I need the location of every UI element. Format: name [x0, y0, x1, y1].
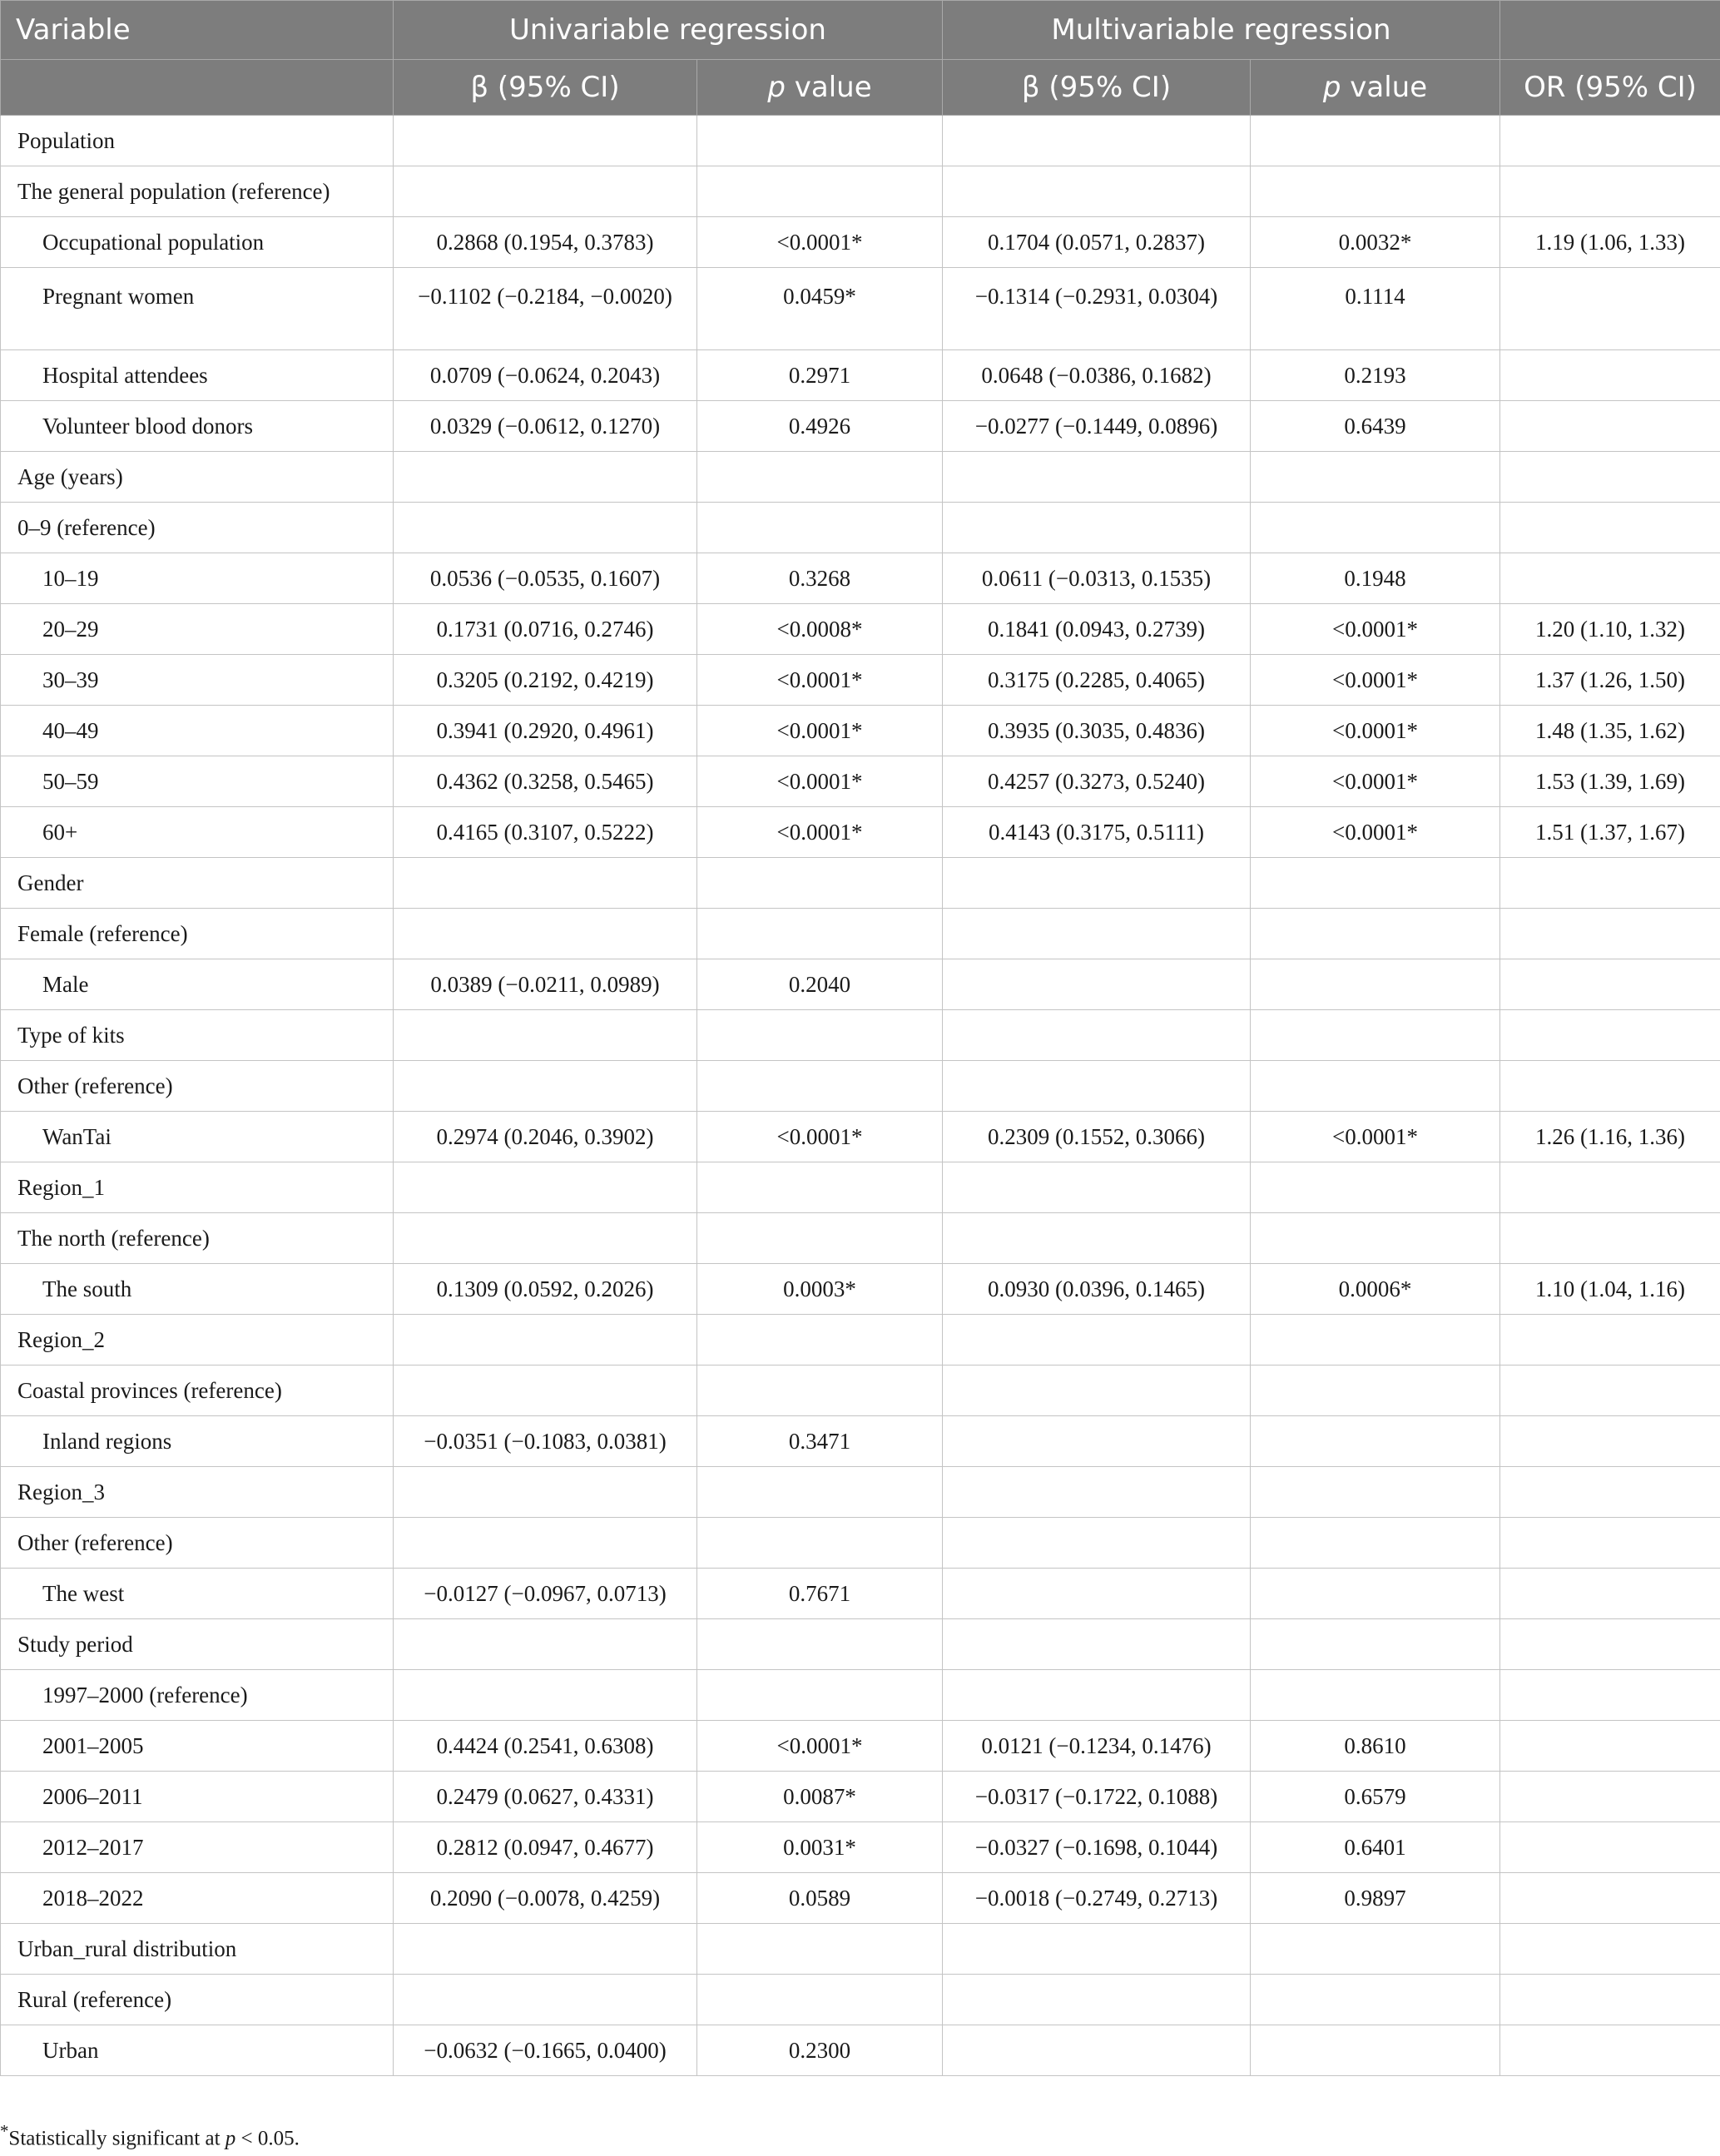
cell-univariable-beta: −0.0127 (−0.0967, 0.0713) [394, 1569, 697, 1619]
cell-univariable-beta [394, 452, 697, 503]
table-row [1, 909, 1720, 959]
cell-multivariable-p [1251, 959, 1500, 1010]
p-italic: p [767, 71, 786, 104]
table-row [1, 858, 1720, 909]
footnote-p: p [225, 2127, 236, 2150]
cell-univariable-p [697, 909, 943, 959]
cell-variable: Occupational population [1, 217, 394, 268]
cell-multivariable-beta [943, 452, 1251, 503]
header-multivariable: Multivariable regression [943, 1, 1500, 60]
cell-multivariable-beta: 0.3935 (0.3035, 0.4836) [943, 706, 1251, 756]
cell-odds-ratio: 1.19 (1.06, 1.33) [1500, 217, 1720, 268]
cell-multivariable-p: <0.0001* [1251, 756, 1500, 807]
cell-odds-ratio [1500, 959, 1720, 1010]
cell-univariable-p: 0.2040 [697, 959, 943, 1010]
table-row [1, 1721, 1720, 1772]
cell-univariable-beta [394, 1213, 697, 1264]
cell-univariable-p [697, 1670, 943, 1721]
cell-multivariable-p [1251, 1061, 1500, 1112]
cell-multivariable-p: <0.0001* [1251, 807, 1500, 858]
cell-univariable-beta: 0.2974 (0.2046, 0.3902) [394, 1112, 697, 1162]
cell-variable: The west [1, 1569, 394, 1619]
cell-multivariable-p: 0.2193 [1251, 350, 1500, 401]
cell-multivariable-beta: −0.0277 (−0.1449, 0.0896) [943, 401, 1251, 452]
cell-odds-ratio: 1.20 (1.10, 1.32) [1500, 604, 1720, 655]
cell-univariable-beta [394, 1975, 697, 2025]
cell-univariable-beta: 0.2479 (0.0627, 0.4331) [394, 1772, 697, 1822]
cell-univariable-beta: 0.0536 (−0.0535, 0.1607) [394, 553, 697, 604]
cell-variable: The general population (reference) [1, 166, 394, 217]
table-row [1, 706, 1720, 756]
cell-variable: Urban_rural distribution [1, 1924, 394, 1975]
header-univariable-beta: β (95% CI) [394, 60, 697, 116]
cell-variable: Male [1, 959, 394, 1010]
cell-univariable-p: <0.0001* [697, 1112, 943, 1162]
cell-univariable-p: 0.3471 [697, 1416, 943, 1467]
cell-univariable-p [697, 1162, 943, 1213]
cell-multivariable-beta [943, 909, 1251, 959]
cell-odds-ratio [1500, 1010, 1720, 1061]
cell-univariable-beta: 0.2868 (0.1954, 0.3783) [394, 217, 697, 268]
cell-multivariable-p [1251, 116, 1500, 166]
cell-variable: Pregnant women [1, 268, 394, 350]
cell-multivariable-p: <0.0001* [1251, 706, 1500, 756]
table-row [1, 756, 1720, 807]
table-row [1, 1467, 1720, 1518]
cell-odds-ratio [1500, 401, 1720, 452]
cell-multivariable-beta: 0.4257 (0.3273, 0.5240) [943, 756, 1251, 807]
cell-univariable-beta: 0.1731 (0.0716, 0.2746) [394, 604, 697, 655]
header-univariable: Univariable regression [394, 1, 943, 60]
cell-univariable-beta: 0.0709 (−0.0624, 0.2043) [394, 350, 697, 401]
p-label: value [1341, 71, 1428, 104]
cell-univariable-p: <0.0001* [697, 1721, 943, 1772]
cell-variable: Region_1 [1, 1162, 394, 1213]
cell-multivariable-p [1251, 452, 1500, 503]
cell-univariable-p: 0.0031* [697, 1822, 943, 1873]
cell-multivariable-beta: −0.0327 (−0.1698, 0.1044) [943, 1822, 1251, 1873]
cell-multivariable-beta: 0.0648 (−0.0386, 0.1682) [943, 350, 1251, 401]
cell-multivariable-p: 0.8610 [1251, 1721, 1500, 1772]
table-row [1, 1264, 1720, 1315]
table-row [1, 1619, 1720, 1670]
cell-variable: Other (reference) [1, 1518, 394, 1569]
cell-odds-ratio [1500, 1772, 1720, 1822]
cell-univariable-beta: 0.4362 (0.3258, 0.5465) [394, 756, 697, 807]
cell-multivariable-beta: 0.1704 (0.0571, 0.2837) [943, 217, 1251, 268]
cell-variable: Age (years) [1, 452, 394, 503]
cell-univariable-p: <0.0001* [697, 807, 943, 858]
cell-multivariable-p [1251, 2025, 1500, 2076]
cell-multivariable-p: <0.0001* [1251, 655, 1500, 706]
cell-odds-ratio: 1.10 (1.04, 1.16) [1500, 1264, 1720, 1315]
cell-multivariable-p [1251, 1518, 1500, 1569]
header-univariable-p [697, 60, 943, 116]
table-row [1, 1569, 1720, 1619]
cell-variable: Gender [1, 858, 394, 909]
cell-multivariable-p [1251, 503, 1500, 553]
cell-multivariable-beta [943, 959, 1251, 1010]
cell-univariable-beta [394, 1924, 697, 1975]
cell-odds-ratio: 1.26 (1.16, 1.36) [1500, 1112, 1720, 1162]
table-row [1, 1822, 1720, 1873]
cell-multivariable-beta: 0.0121 (−0.1234, 0.1476) [943, 1721, 1251, 1772]
cell-univariable-beta: 0.4165 (0.3107, 0.5222) [394, 807, 697, 858]
cell-univariable-beta [394, 1467, 697, 1518]
cell-univariable-beta [394, 1518, 697, 1569]
cell-univariable-p: 0.3268 [697, 553, 943, 604]
header-multivariable-beta: β (95% CI) [943, 60, 1251, 116]
cell-multivariable-beta [943, 1010, 1251, 1061]
table-row [1, 1365, 1720, 1416]
cell-variable: 50–59 [1, 756, 394, 807]
cell-odds-ratio [1500, 1670, 1720, 1721]
cell-univariable-beta: 0.1309 (0.0592, 0.2026) [394, 1264, 697, 1315]
cell-odds-ratio [1500, 1518, 1720, 1569]
cell-odds-ratio [1500, 1721, 1720, 1772]
cell-univariable-beta [394, 1010, 697, 1061]
cell-univariable-p [697, 1924, 943, 1975]
cell-univariable-p: 0.4926 [697, 401, 943, 452]
cell-variable: Coastal provinces (reference) [1, 1365, 394, 1416]
cell-variable: Population [1, 116, 394, 166]
cell-odds-ratio [1500, 166, 1720, 217]
table-row [1, 1670, 1720, 1721]
cell-univariable-p [697, 1975, 943, 2025]
table-row [1, 1772, 1720, 1822]
cell-multivariable-beta [943, 1924, 1251, 1975]
cell-univariable-p: 0.0589 [697, 1873, 943, 1924]
cell-variable: 60+ [1, 807, 394, 858]
cell-odds-ratio [1500, 1822, 1720, 1873]
table-row [1, 268, 1720, 350]
cell-multivariable-beta [943, 1162, 1251, 1213]
cell-odds-ratio: 1.53 (1.39, 1.69) [1500, 756, 1720, 807]
cell-univariable-p [697, 858, 943, 909]
cell-variable: Volunteer blood donors [1, 401, 394, 452]
cell-multivariable-p [1251, 166, 1500, 217]
cell-variable: Other (reference) [1, 1061, 394, 1112]
footnote-threshold: < 0.05. [235, 2127, 300, 2150]
cell-odds-ratio [1500, 1416, 1720, 1467]
cell-odds-ratio [1500, 1162, 1720, 1213]
cell-univariable-p: 0.0459* [697, 268, 943, 350]
cell-variable: 2001–2005 [1, 1721, 394, 1772]
cell-multivariable-p [1251, 1975, 1500, 2025]
cell-multivariable-p: <0.0001* [1251, 1112, 1500, 1162]
header-multivariable-p [1251, 60, 1500, 116]
cell-multivariable-p [1251, 1670, 1500, 1721]
cell-odds-ratio [1500, 452, 1720, 503]
cell-univariable-beta: −0.1102 (−0.2184, −0.0020) [394, 268, 697, 350]
cell-variable: Region_3 [1, 1467, 394, 1518]
cell-odds-ratio [1500, 909, 1720, 959]
cell-odds-ratio [1500, 1365, 1720, 1416]
cell-univariable-p [697, 1010, 943, 1061]
cell-variable: Study period [1, 1619, 394, 1670]
cell-multivariable-beta: 0.1841 (0.0943, 0.2739) [943, 604, 1251, 655]
cell-univariable-p [697, 166, 943, 217]
table-row [1, 1924, 1720, 1975]
cell-multivariable-p: <0.0001* [1251, 604, 1500, 655]
p-italic: p [1322, 71, 1341, 104]
cell-univariable-beta: 0.4424 (0.2541, 0.6308) [394, 1721, 697, 1772]
cell-odds-ratio [1500, 350, 1720, 401]
cell-variable: Inland regions [1, 1416, 394, 1467]
cell-odds-ratio: 1.48 (1.35, 1.62) [1500, 706, 1720, 756]
table-row [1, 1518, 1720, 1569]
cell-odds-ratio [1500, 1569, 1720, 1619]
table-row [1, 1416, 1720, 1467]
cell-univariable-p: <0.0001* [697, 655, 943, 706]
header-empty [1, 60, 394, 116]
cell-odds-ratio [1500, 1467, 1720, 1518]
cell-univariable-beta [394, 166, 697, 217]
cell-univariable-p: <0.0001* [697, 217, 943, 268]
cell-variable: 0–9 (reference) [1, 503, 394, 553]
cell-odds-ratio: 1.37 (1.26, 1.50) [1500, 655, 1720, 706]
cell-multivariable-p: 0.9897 [1251, 1873, 1500, 1924]
table-row [1, 1162, 1720, 1213]
cell-multivariable-beta [943, 503, 1251, 553]
header-or: OR (95% CI) [1500, 60, 1720, 116]
cell-multivariable-beta [943, 166, 1251, 217]
cell-univariable-p [697, 1365, 943, 1416]
table-header [1, 1, 1720, 116]
cell-multivariable-p [1251, 1924, 1500, 1975]
cell-odds-ratio [1500, 1619, 1720, 1670]
cell-multivariable-beta: −0.0317 (−0.1722, 0.1088) [943, 1772, 1251, 1822]
cell-univariable-beta: 0.3941 (0.2920, 0.4961) [394, 706, 697, 756]
cell-variable: 1997–2000 (reference) [1, 1670, 394, 1721]
cell-variable: Type of kits [1, 1010, 394, 1061]
cell-variable: 2018–2022 [1, 1873, 394, 1924]
cell-variable: 2006–2011 [1, 1772, 394, 1822]
cell-univariable-p [697, 116, 943, 166]
cell-multivariable-p: 0.6401 [1251, 1822, 1500, 1873]
cell-multivariable-beta: 0.0930 (0.0396, 0.1465) [943, 1264, 1251, 1315]
table-row [1, 1315, 1720, 1365]
cell-odds-ratio [1500, 553, 1720, 604]
cell-odds-ratio [1500, 858, 1720, 909]
table-row [1, 1873, 1720, 1924]
cell-odds-ratio [1500, 116, 1720, 166]
cell-univariable-beta [394, 909, 697, 959]
cell-univariable-p [697, 1467, 943, 1518]
table-row [1, 959, 1720, 1010]
table-row [1, 1112, 1720, 1162]
table-row [1, 166, 1720, 217]
cell-odds-ratio [1500, 503, 1720, 553]
cell-univariable-p [697, 1518, 943, 1569]
cell-variable: Urban [1, 2025, 394, 2076]
cell-variable: 20–29 [1, 604, 394, 655]
cell-univariable-p: 0.2971 [697, 350, 943, 401]
cell-univariable-beta [394, 1670, 697, 1721]
cell-odds-ratio [1500, 1873, 1720, 1924]
table-row [1, 116, 1720, 166]
cell-variable: 2012–2017 [1, 1822, 394, 1873]
table-row [1, 1010, 1720, 1061]
cell-multivariable-p [1251, 1619, 1500, 1670]
cell-multivariable-p [1251, 858, 1500, 909]
header-variable: Variable [1, 1, 394, 60]
cell-odds-ratio [1500, 1975, 1720, 2025]
cell-univariable-p [697, 1315, 943, 1365]
cell-multivariable-beta [943, 116, 1251, 166]
cell-multivariable-beta [943, 1518, 1251, 1569]
cell-univariable-p [697, 1061, 943, 1112]
cell-multivariable-beta: 0.3175 (0.2285, 0.4065) [943, 655, 1251, 706]
cell-univariable-beta [394, 1061, 697, 1112]
cell-odds-ratio [1500, 1061, 1720, 1112]
table-row [1, 655, 1720, 706]
cell-variable: The south [1, 1264, 394, 1315]
cell-univariable-beta: 0.3205 (0.2192, 0.4219) [394, 655, 697, 706]
cell-multivariable-beta [943, 1365, 1251, 1416]
footnote [0, 2121, 300, 2150]
cell-odds-ratio [1500, 1315, 1720, 1365]
cell-multivariable-beta: 0.2309 (0.1552, 0.3066) [943, 1112, 1251, 1162]
cell-univariable-beta [394, 858, 697, 909]
cell-univariable-beta: 0.2812 (0.0947, 0.4677) [394, 1822, 697, 1873]
cell-multivariable-p [1251, 1467, 1500, 1518]
table-row [1, 807, 1720, 858]
cell-univariable-p: <0.0001* [697, 756, 943, 807]
cell-multivariable-beta [943, 1569, 1251, 1619]
cell-multivariable-beta: 0.4143 (0.3175, 0.5111) [943, 807, 1251, 858]
cell-univariable-p: 0.7671 [697, 1569, 943, 1619]
cell-univariable-p: <0.0001* [697, 706, 943, 756]
cell-univariable-beta [394, 116, 697, 166]
cell-univariable-p: 0.0003* [697, 1264, 943, 1315]
cell-multivariable-p [1251, 1162, 1500, 1213]
cell-univariable-beta [394, 1365, 697, 1416]
footnote-marker: * [0, 2121, 9, 2141]
cell-univariable-beta: −0.0351 (−0.1083, 0.0381) [394, 1416, 697, 1467]
cell-univariable-p [697, 503, 943, 553]
cell-univariable-p [697, 1619, 943, 1670]
cell-multivariable-p: 0.6439 [1251, 401, 1500, 452]
cell-multivariable-p: 0.1114 [1251, 268, 1500, 350]
cell-univariable-beta: 0.0329 (−0.0612, 0.1270) [394, 401, 697, 452]
table-row [1, 401, 1720, 452]
table-row [1, 452, 1720, 503]
cell-univariable-p [697, 452, 943, 503]
cell-univariable-p: 0.0087* [697, 1772, 943, 1822]
cell-multivariable-p: 0.0006* [1251, 1264, 1500, 1315]
cell-multivariable-p [1251, 1010, 1500, 1061]
cell-multivariable-p [1251, 1365, 1500, 1416]
cell-variable: Hospital attendees [1, 350, 394, 401]
footnote-text: Statistically significant at [8, 2127, 226, 2150]
cell-multivariable-beta [943, 1315, 1251, 1365]
table-row [1, 1213, 1720, 1264]
table-row [1, 503, 1720, 553]
cell-variable: Female (reference) [1, 909, 394, 959]
cell-multivariable-beta: −0.1314 (−0.2931, 0.0304) [943, 268, 1251, 350]
cell-multivariable-p: 0.1948 [1251, 553, 1500, 604]
table-row [1, 350, 1720, 401]
cell-multivariable-p [1251, 1416, 1500, 1467]
cell-multivariable-p: 0.0032* [1251, 217, 1500, 268]
cell-multivariable-p: 0.6579 [1251, 1772, 1500, 1822]
cell-multivariable-p [1251, 1213, 1500, 1264]
cell-univariable-beta [394, 1315, 697, 1365]
cell-multivariable-beta [943, 858, 1251, 909]
cell-odds-ratio [1500, 1924, 1720, 1975]
cell-variable: 40–49 [1, 706, 394, 756]
cell-univariable-beta: −0.0632 (−0.1665, 0.0400) [394, 2025, 697, 2076]
cell-variable: 30–39 [1, 655, 394, 706]
cell-multivariable-beta [943, 1061, 1251, 1112]
cell-odds-ratio [1500, 268, 1720, 350]
cell-odds-ratio: 1.51 (1.37, 1.67) [1500, 807, 1720, 858]
cell-variable: WanTai [1, 1112, 394, 1162]
cell-multivariable-beta [943, 1416, 1251, 1467]
cell-variable: Region_2 [1, 1315, 394, 1365]
table-row [1, 217, 1720, 268]
cell-multivariable-beta [943, 2025, 1251, 2076]
cell-multivariable-p [1251, 909, 1500, 959]
cell-univariable-beta [394, 1162, 697, 1213]
table-row [1, 604, 1720, 655]
cell-univariable-p [697, 1213, 943, 1264]
table-body [1, 116, 1720, 2076]
cell-multivariable-beta [943, 1619, 1251, 1670]
table-row [1, 553, 1720, 604]
cell-multivariable-beta: −0.0018 (−0.2749, 0.2713) [943, 1873, 1251, 1924]
cell-multivariable-beta: 0.0611 (−0.0313, 0.1535) [943, 553, 1251, 604]
p-label: value [785, 71, 872, 104]
cell-univariable-beta: 0.2090 (−0.0078, 0.4259) [394, 1873, 697, 1924]
cell-multivariable-p [1251, 1569, 1500, 1619]
table-row [1, 1061, 1720, 1112]
cell-variable: The north (reference) [1, 1213, 394, 1264]
cell-univariable-p: 0.2300 [697, 2025, 943, 2076]
cell-univariable-beta [394, 1619, 697, 1670]
cell-univariable-beta [394, 503, 697, 553]
cell-odds-ratio [1500, 2025, 1720, 2076]
header-empty [1500, 1, 1720, 60]
cell-multivariable-p [1251, 1315, 1500, 1365]
cell-multivariable-beta [943, 1975, 1251, 2025]
cell-multivariable-beta [943, 1467, 1251, 1518]
table-row [1, 2025, 1720, 2076]
table-row [1, 1975, 1720, 2025]
cell-multivariable-beta [943, 1670, 1251, 1721]
cell-variable: Rural (reference) [1, 1975, 394, 2025]
cell-multivariable-beta [943, 1213, 1251, 1264]
cell-variable: 10–19 [1, 553, 394, 604]
cell-odds-ratio [1500, 1213, 1720, 1264]
cell-univariable-p: <0.0008* [697, 604, 943, 655]
cell-univariable-beta: 0.0389 (−0.0211, 0.0989) [394, 959, 697, 1010]
